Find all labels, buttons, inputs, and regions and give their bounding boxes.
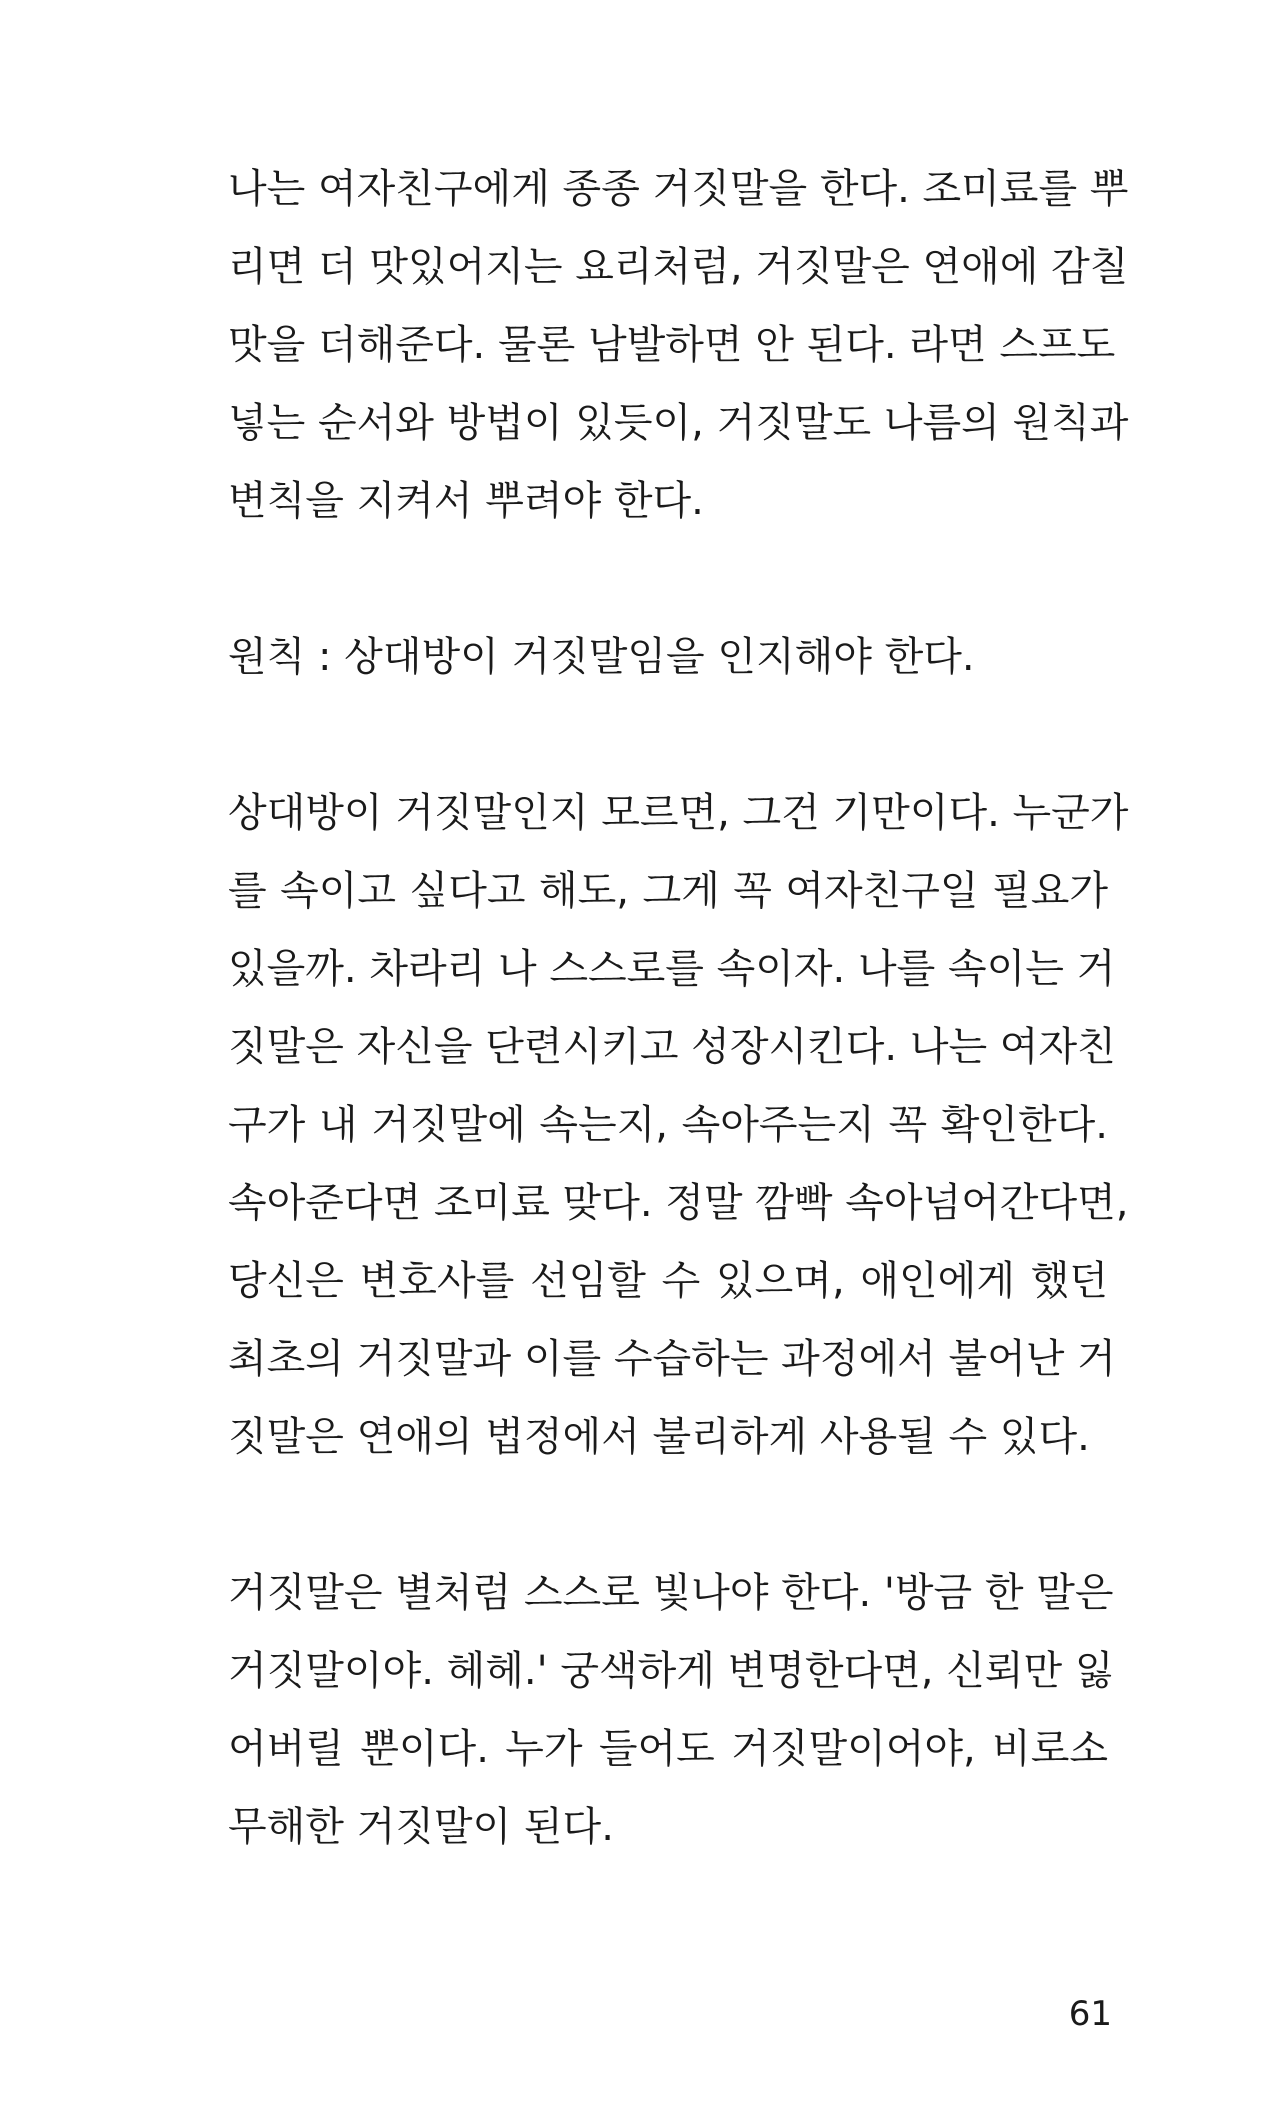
page-number: 61 bbox=[1068, 1994, 1112, 2034]
text-line: 변칙을 지켜서 뿌려야 한다. bbox=[228, 478, 704, 524]
paragraph-principle bbox=[228, 618, 1108, 696]
text-line: 구가 내 거짓말에 속는지, 속아주는지 꼭 확인한다. bbox=[228, 1102, 1108, 1148]
text-line: 를 속이고 싶다고 해도, 그게 꼭 여자친구일 필요가 bbox=[228, 868, 1108, 914]
paragraph-deception bbox=[228, 774, 1129, 1476]
text-line: 어버릴 뿐이다. 누가 들어도 거짓말이어야, 비로소 bbox=[228, 1726, 1108, 1772]
paragraph-gap bbox=[228, 1476, 1108, 1554]
principle-heading: 원칙 : 상대방이 거짓말임을 인지해야 한다. bbox=[228, 634, 975, 680]
text-line: 속아준다면 조미료 맞다. 정말 깜빡 속아넘어간다면, bbox=[228, 1180, 1129, 1226]
text-line: 맛을 더해준다. 물론 남발하면 안 된다. 라면 스프도 bbox=[228, 322, 1116, 368]
text-line: 당신은 변호사를 선임할 수 있으며, 애인에게 했던 bbox=[228, 1258, 1108, 1304]
paragraph-gap bbox=[228, 540, 1108, 618]
text-line: 리면 더 맛있어지는 요리처럼, 거짓말은 연애에 감칠 bbox=[228, 244, 1129, 290]
book-page-body bbox=[228, 150, 1129, 1866]
text-line: 나는 여자친구에게 종종 거짓말을 한다. 조미료를 뿌 bbox=[228, 166, 1129, 212]
text-line: 넣는 순서와 방법이 있듯이, 거짓말도 나름의 원칙과 bbox=[228, 400, 1129, 446]
text-line: 무해한 거짓말이 된다. bbox=[228, 1804, 614, 1850]
paragraph-intro bbox=[228, 150, 1129, 540]
text-line: 짓말은 자신을 단련시키고 성장시킨다. 나는 여자친 bbox=[228, 1024, 1116, 1070]
text-line: 있을까. 차라리 나 스스로를 속이자. 나를 속이는 거 bbox=[228, 946, 1116, 992]
text-line: 상대방이 거짓말인지 모르면, 그건 기만이다. 누군가 bbox=[228, 790, 1129, 836]
text-line: 거짓말이야. 헤헤.' 궁색하게 변명한다면, 신뢰만 잃 bbox=[228, 1648, 1114, 1694]
text-line: 짓말은 연애의 법정에서 불리하게 사용될 수 있다. bbox=[228, 1414, 1090, 1460]
text-line: 최초의 거짓말과 이를 수습하는 과정에서 불어난 거 bbox=[228, 1336, 1116, 1382]
paragraph-gap bbox=[228, 696, 1108, 774]
text-line: 거짓말은 별처럼 스스로 빛나야 한다. '방금 한 말은 bbox=[228, 1570, 1114, 1616]
paragraph-star bbox=[228, 1554, 1114, 1866]
